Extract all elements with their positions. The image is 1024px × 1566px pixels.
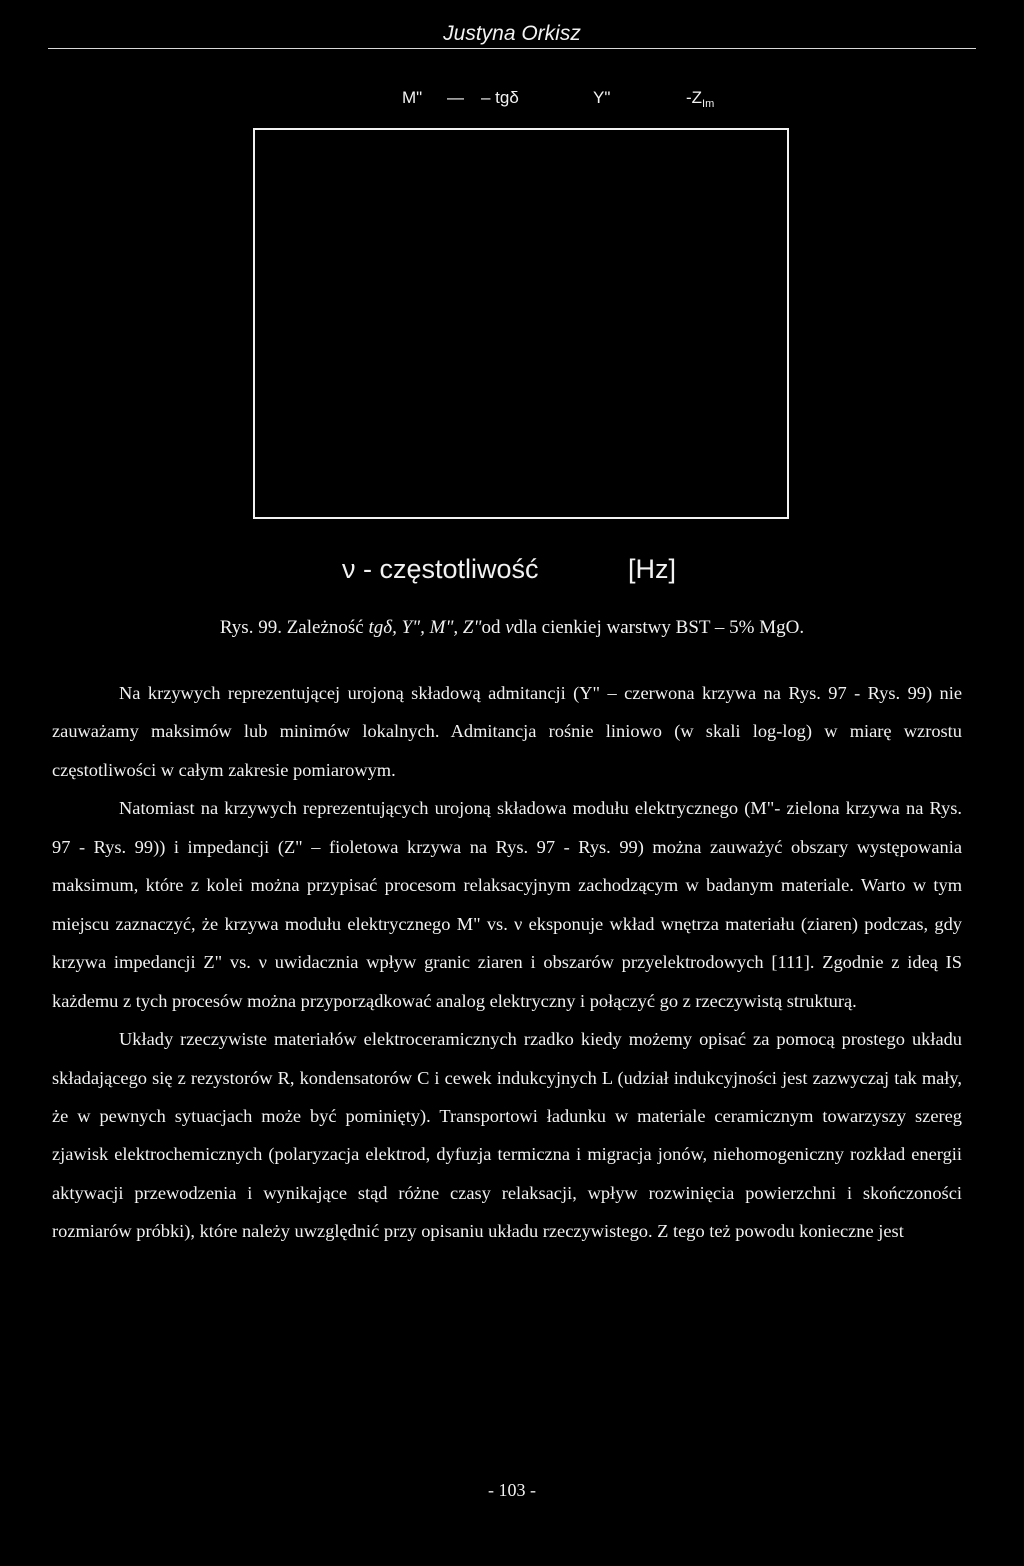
caption-prefix: Rys. 99. Zależność — [219, 617, 369, 638]
caption-od: od — [481, 617, 506, 638]
page-number: - 103 - — [488, 1480, 536, 1500]
caption-nu: ν — [505, 617, 514, 638]
legend-item-z — [686, 88, 714, 110]
body-text — [52, 674, 962, 1251]
paragraph-3: Układy rzeczywiste materiałów elektroceramicznych rzadko kiedy możemy opisać za pomocą prostego układu składającego się z rezystorów R, kondensatorów C i cewek indukcyjnych L (udział indukcyjności jest zazwyczaj tak mały, że w pewnych sytuacjach może być pominięty). Transportowi ładunku w materiale ceramicznym towarzyszy szereg zjawisk elektrochemicznych (polaryzacja elektrod, dyfuzja termiczna i migracja jonów, niehomogeniczny rozkład energii aktywacji przewodzenia i wynikające stąd różne czasy relaksacji, wpływ rozwinięcia powierzchni i skończoności rozmiarów próbki), które należy uwzględnić przy opisaniu układu rzeczywistego. Z tego też powodu konieczne jest — [52, 1029, 962, 1242]
figure-legend — [0, 88, 1024, 118]
legend-item-z-text: -Z — [686, 88, 703, 107]
running-header-author: Justyna Orkisz — [443, 22, 581, 45]
header-rule — [48, 48, 976, 49]
paragraph-2: Natomiast na krzywych reprezentujących urojoną składowa modułu elektrycznego (M"- zielona krzywa na Rys. 97 - Rys. 99)) i impedancji (Z" – fioletowa krzywa na Rys. 97 - Rys. 99) można zauważyć obszary występowania maksimum, które z kolei można przypisać procesom relaksacyjnym zachodzącym w badanym materiale. Warto w tym miejscu zaznaczyć, że krzywa modułu elektrycznego M" vs. ν eksponuje wkład wnętrza materiału (ziaren) podczas, gdy krzywa impedancji Z" vs. ν uwidacznia wpływ granic ziaren i obszarów przyelektrodowych [111]. Zgodnie z ideą IS każdemu z tych procesów można przyporządkować analog elektryczny i połączyć go z rzeczywistą strukturą. — [52, 798, 962, 1011]
caption-vars: tgδ, Y", M", Z" — [368, 617, 482, 638]
figure-caption — [0, 617, 1024, 639]
legend-item-z-subscript: Im — [702, 98, 715, 110]
x-axis-title: ν - częstotliwość — [342, 554, 539, 584]
x-axis-unit: [Hz] — [628, 554, 677, 584]
paragraph-1: Na krzywych reprezentującej urojoną składową admitancji (Y" – czerwona krzywa na Rys. 97 - Rys. 99) nie zauważamy maksimów lub minimów lokalnych. Admitancja rośnie liniowo (w skali log-log) w miarę wzrostu częstotliwości w całym zakresie pomiarowym. — [52, 683, 962, 780]
caption-suffix: dla cienkiej warstwy BST – 5% MgO. — [513, 617, 805, 638]
legend-item-y: Y" — [593, 88, 611, 107]
legend-item-m: M" — [402, 88, 423, 107]
x-axis-label — [0, 554, 1024, 590]
figure-plot-frame — [253, 128, 789, 519]
legend-dash: — — [447, 88, 464, 107]
legend-item-tg: – tgδ — [481, 88, 519, 107]
